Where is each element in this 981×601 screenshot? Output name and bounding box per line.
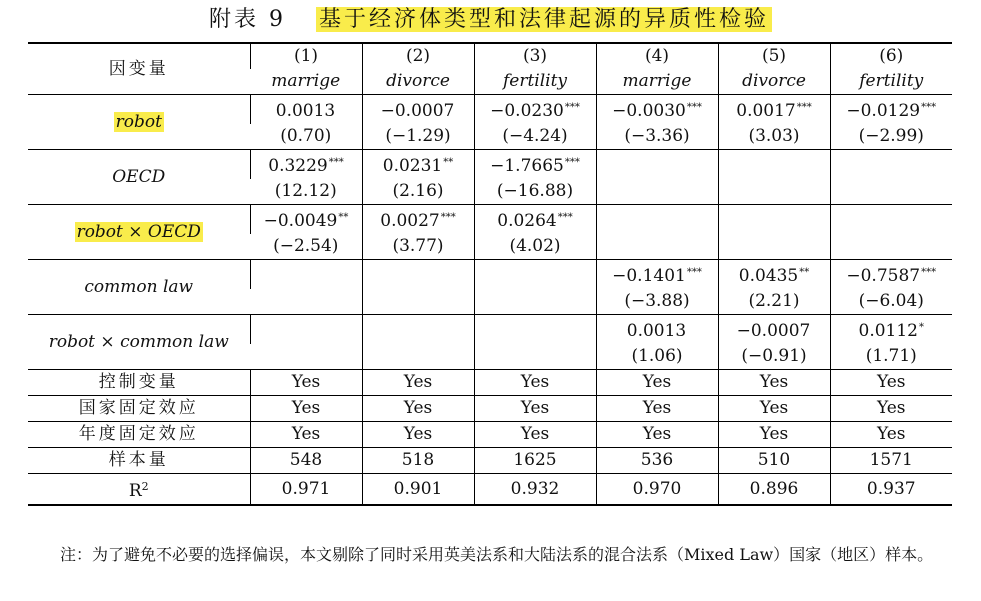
tstat-cell (830, 179, 952, 205)
control-row-label: 国家固定效应 (28, 396, 250, 422)
tstat-cell: (3.77) (362, 234, 474, 260)
tstat-cell: (3.03) (718, 124, 830, 150)
control-cell: Yes (596, 422, 718, 448)
header-row-numbers (28, 43, 952, 69)
col-var: fertility (474, 69, 596, 95)
tstat-cell (474, 344, 596, 370)
coef-cell: 0.3229*** (250, 150, 362, 180)
tstat-cell (362, 344, 474, 370)
col-number: (4) (596, 43, 718, 69)
sample-size-cell: 536 (596, 448, 718, 474)
coef-cell: 0.0017*** (718, 95, 830, 125)
tstat-cell: (1.71) (830, 344, 952, 370)
tstat-cell: (−2.54) (273, 236, 339, 256)
tstat-cell: (−3.36) (596, 124, 718, 150)
control-cell: Yes (718, 396, 830, 422)
tstat-cell (474, 289, 596, 315)
coef-cell: 0.0027*** (362, 205, 474, 235)
tstat-cell (362, 289, 474, 315)
coef-cell (596, 205, 718, 235)
r-squared-cell: 0.901 (362, 474, 474, 506)
coef-cell (474, 260, 596, 290)
col-number: (5) (718, 43, 830, 69)
dependent-variable-label: 因变量 (28, 43, 250, 95)
row-label-robot-common-law: robot × common law (28, 315, 250, 370)
col-var: fertility (830, 69, 952, 95)
coef-cell: 0.0112* (830, 315, 952, 345)
coef-cell: 0.0264*** (474, 205, 596, 235)
control-row (28, 422, 952, 448)
control-cell: Yes (830, 422, 952, 448)
coef-cell: −0.0049** (250, 205, 362, 235)
r-squared-cell: 0.970 (596, 474, 718, 506)
col-number: (1) (250, 43, 362, 69)
row-label-robot: robot (28, 95, 250, 150)
title-text: 基于经济体类型和法律起源的异质性检验 (316, 7, 772, 32)
control-cell: Yes (596, 370, 718, 396)
coef-cell (830, 205, 952, 235)
control-cell: Yes (250, 396, 362, 422)
control-cell: Yes (250, 422, 362, 448)
col-var: marrige (271, 71, 341, 91)
tstat-cell: (12.12) (274, 181, 337, 201)
r-squared-cell: 0.896 (718, 474, 830, 506)
row-label-common-law: common law (28, 260, 250, 315)
tstat-cell: (−4.24) (474, 124, 596, 150)
coef-cell: −0.7587*** (830, 260, 952, 290)
col-var: divorce (362, 69, 474, 95)
control-row-label: 年度固定效应 (28, 422, 250, 448)
r-squared-cell: 0.932 (474, 474, 596, 506)
coef-cell: −0.0030*** (596, 95, 718, 125)
col-var: marrige (596, 69, 718, 95)
coef-cell: 0.0231** (362, 150, 474, 180)
tstat-cell: (−2.99) (830, 124, 952, 150)
control-cell: Yes (718, 422, 830, 448)
coef-cell (250, 315, 362, 345)
coef-cell (250, 260, 362, 290)
coef-cell (596, 150, 718, 180)
r-squared-label: $R^2$ (28, 474, 250, 506)
tstat-cell (718, 234, 830, 260)
control-cell: Yes (474, 396, 596, 422)
tstat-cell: (1.06) (596, 344, 718, 370)
control-row (28, 396, 952, 422)
coef-cell (830, 150, 952, 180)
tstat-cell: (2.21) (718, 289, 830, 315)
coef-cell: 0.0435** (718, 260, 830, 290)
coef-cell: −0.0129*** (830, 95, 952, 125)
coef-row-common-law (28, 260, 952, 290)
coef-row-robot-oecd (28, 205, 952, 235)
coef-row-robot (28, 95, 952, 125)
sample-size-row (28, 448, 952, 474)
coef-cell: −0.0007 (718, 315, 830, 345)
tstat-cell: (−3.88) (596, 289, 718, 315)
tstat-cell: (0.70) (280, 126, 332, 146)
control-cell: Yes (362, 396, 474, 422)
coef-cell: −1.7665*** (474, 150, 596, 180)
control-cell: Yes (830, 370, 952, 396)
tstat-cell (250, 289, 362, 315)
regression-table (28, 42, 952, 506)
col-number: (6) (830, 43, 952, 69)
tstat-cell: (−16.88) (474, 179, 596, 205)
tstat-cell: (2.16) (362, 179, 474, 205)
coef-cell (718, 205, 830, 235)
sample-size-cell: 510 (718, 448, 830, 474)
control-cell: Yes (718, 370, 830, 396)
coef-cell: −0.1401*** (596, 260, 718, 290)
tstat-cell (596, 179, 718, 205)
coef-cell (362, 260, 474, 290)
coef-cell: −0.0007 (362, 95, 474, 125)
r-squared-cell: 0.937 (830, 474, 952, 506)
table-title (0, 4, 981, 36)
tstat-cell: (−6.04) (830, 289, 952, 315)
sample-size-label: 样本量 (28, 448, 250, 474)
r-squared-row (28, 474, 952, 506)
control-row (28, 370, 952, 396)
control-cell: Yes (596, 396, 718, 422)
row-label-robot-oecd: robot × OECD (28, 205, 250, 260)
coef-cell: 0.0013 (596, 315, 718, 345)
coef-cell (474, 315, 596, 345)
tstat-cell: (−0.91) (718, 344, 830, 370)
sample-size-cell: 1625 (474, 448, 596, 474)
col-number: (3) (474, 43, 596, 69)
coef-row-robot-common-law (28, 315, 952, 345)
row-label-oecd: OECD (28, 150, 250, 205)
tstat-cell: (4.02) (474, 234, 596, 260)
table-note: 注：为了避免不必要的选择偏误，本文剔除了同时采用英美法系和大陆法系的混合法系（Mixed Law）国家（地区）样本。 (60, 545, 934, 564)
control-cell: Yes (362, 422, 474, 448)
coef-row-oecd (28, 150, 952, 180)
coef-cell: −0.0230*** (474, 95, 596, 125)
tstat-cell (718, 179, 830, 205)
control-cell: Yes (362, 370, 474, 396)
coef-cell: 0.0013 (250, 95, 362, 125)
control-cell: Yes (830, 396, 952, 422)
col-var: divorce (718, 69, 830, 95)
tstat-cell (596, 234, 718, 260)
sample-size-cell: 518 (362, 448, 474, 474)
tstat-cell (830, 234, 952, 260)
r-squared-cell: 0.971 (250, 474, 362, 506)
control-cell: Yes (474, 370, 596, 396)
col-number: (2) (362, 43, 474, 69)
control-cell: Yes (474, 422, 596, 448)
control-cell: Yes (250, 370, 362, 396)
title-prefix: 附表 9 (209, 7, 286, 32)
tstat-cell (250, 344, 362, 370)
sample-size-cell: 548 (250, 448, 362, 474)
sample-size-cell: 1571 (830, 448, 952, 474)
control-row-label: 控制变量 (28, 370, 250, 396)
tstat-cell: (−1.29) (362, 124, 474, 150)
coef-cell (362, 315, 474, 345)
coef-cell (718, 150, 830, 180)
